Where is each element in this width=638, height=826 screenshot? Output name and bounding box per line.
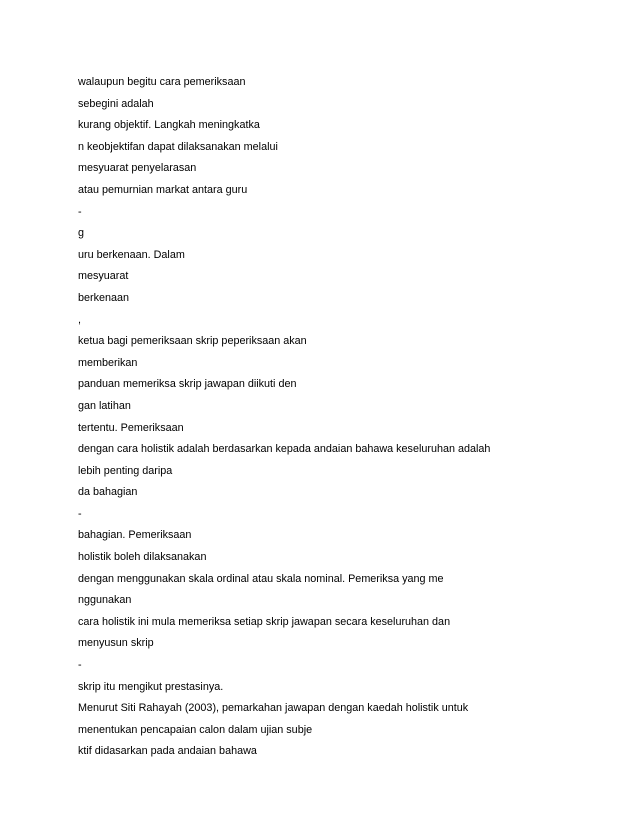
text-line: cara holistik ini mula memeriksa setiap skrip jawapan secara keseluruhan dan	[78, 615, 451, 628]
text-line: atau pemurnian markat antara guru	[78, 183, 248, 196]
text-line: dengan cara holistik adalah berdasarkan kepada andaian bahawa keseluruhan adalah	[78, 443, 491, 456]
text-line: berkenaan	[78, 291, 130, 304]
text-line: -	[78, 507, 82, 520]
text-line: n keobjektifan dapat dilaksanakan melalui	[78, 140, 278, 153]
text-line: bahagian. Pemeriksaan	[78, 529, 192, 542]
text-line: da bahagian	[78, 486, 138, 499]
text-line: -	[78, 205, 82, 218]
text-line: ktif didasarkan pada andaian bahawa	[78, 745, 257, 758]
text-line: gan latihan	[78, 399, 131, 412]
text-line: ketua bagi pemeriksaan skrip peperiksaan akan	[78, 335, 307, 348]
document-text-block	[78, 72, 578, 763]
text-line: sebegini adalah	[78, 97, 154, 110]
text-line: tertentu. Pemeriksaan	[78, 421, 184, 434]
text-line: menentukan pencapaian calon dalam ujian subje	[78, 723, 313, 736]
text-line: panduan memeriksa skrip jawapan diikuti den	[78, 378, 297, 391]
text-line: lebih penting daripa	[78, 464, 173, 477]
text-line: nggunakan	[78, 594, 132, 607]
text-line: g	[78, 227, 85, 240]
text-line: ,	[78, 313, 81, 326]
text-line: menyusun skrip	[78, 637, 154, 650]
text-line: uru berkenaan. Dalam	[78, 248, 185, 261]
text-line: holistik boleh dilaksanakan	[78, 551, 207, 564]
text-line: kurang objektif. Langkah meningkatka	[78, 119, 260, 132]
text-line: Menurut Siti Rahayah (2003), pemarkahan jawapan dengan kaedah holistik untuk	[78, 702, 469, 715]
text-line: memberikan	[78, 356, 138, 369]
text-line: mesyuarat penyelarasan	[78, 162, 197, 175]
text-line: dengan menggunakan skala ordinal atau skala nominal. Pemeriksa yang me	[78, 572, 444, 585]
text-line: mesyuarat	[78, 270, 129, 283]
text-line: skrip itu mengikut prestasinya.	[78, 680, 224, 693]
text-line: walaupun begitu cara pemeriksaan	[78, 76, 246, 88]
text-line: -	[78, 659, 82, 672]
